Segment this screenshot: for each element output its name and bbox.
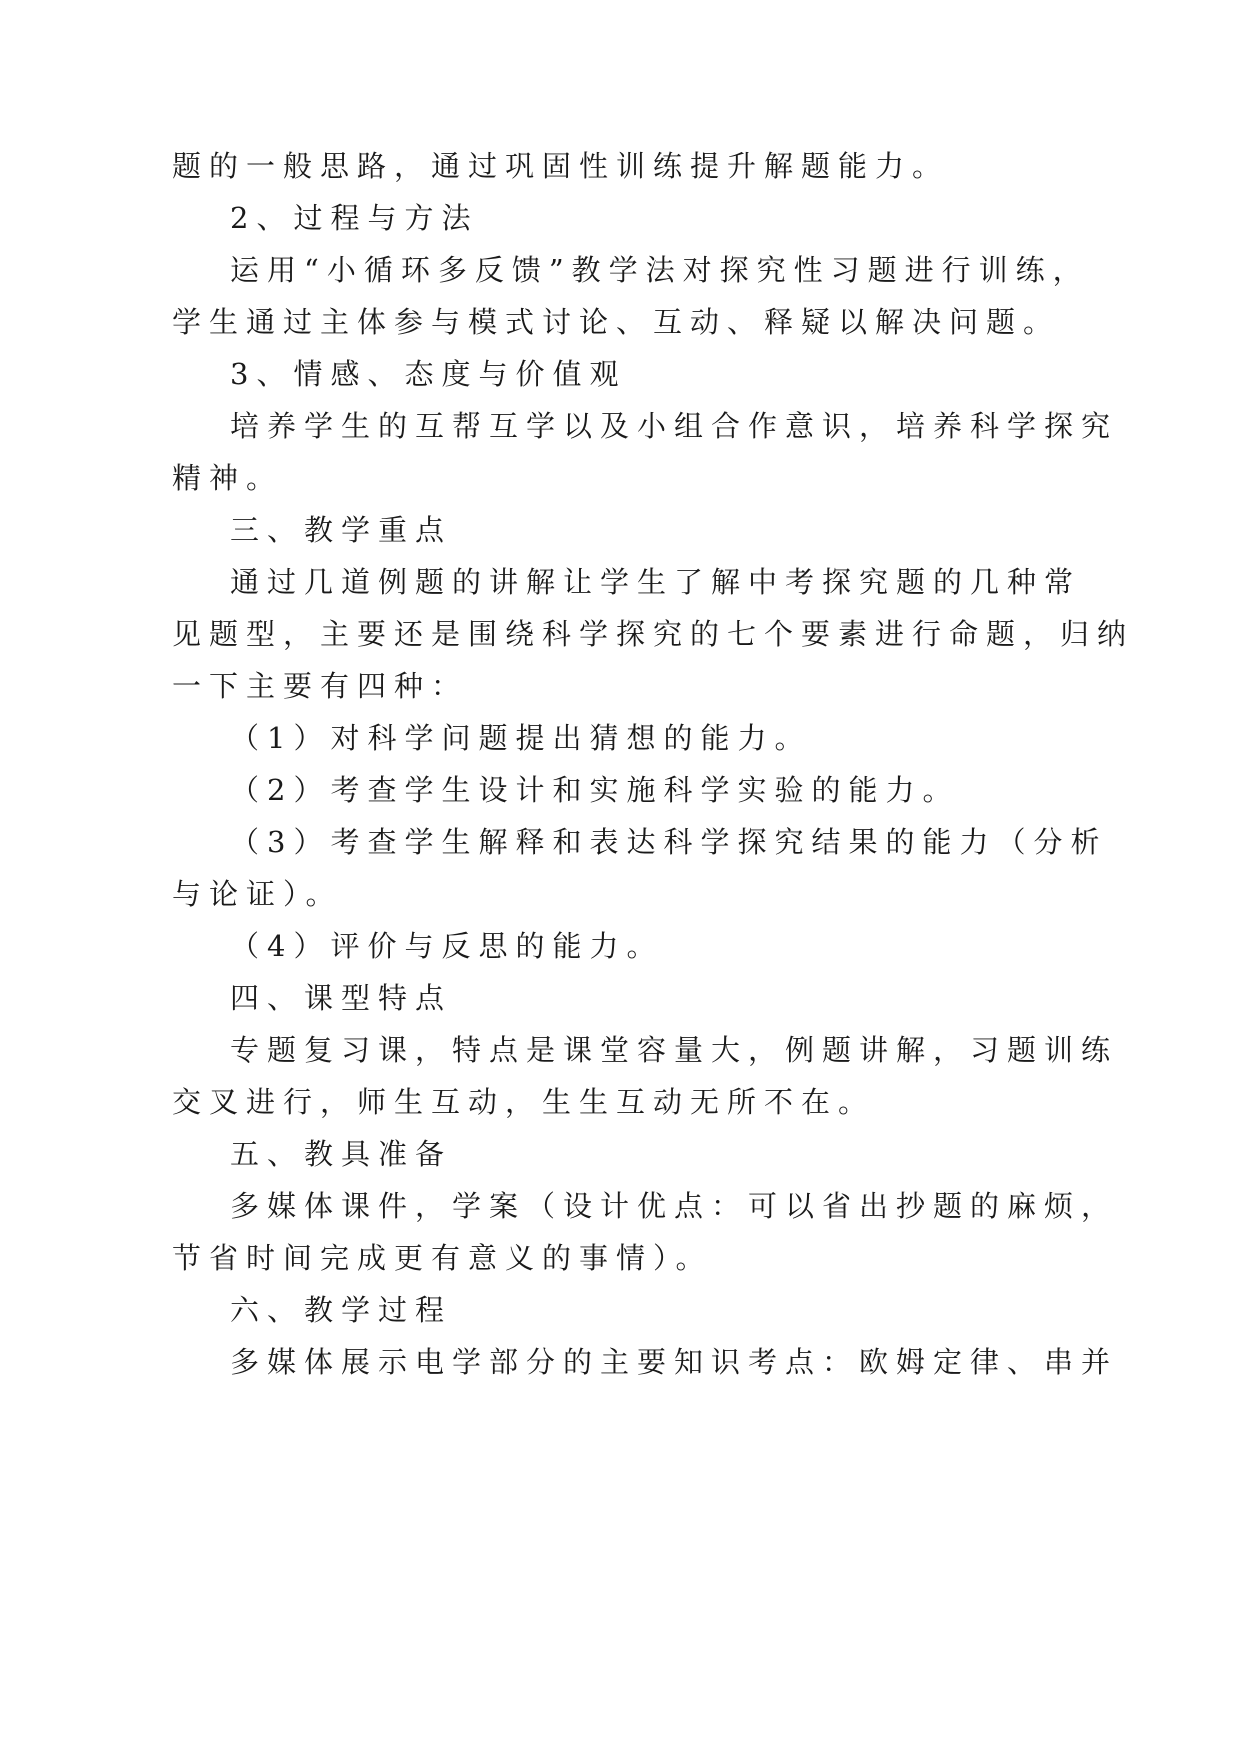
text-line: 多媒体展示电学部分的主要知识考点：欧姆定律、串并 [230,1345,1119,1379]
list-item: （3）考查学生解释和表达科学探究结果的能力（分析 [230,825,1108,859]
text-line: 与论证）。 [172,877,343,911]
text-line: 见题型，主要还是围绕科学探究的七个要素进行命题，归纳 [172,617,1135,651]
text-line: 多媒体课件，学案（设计优点：可以省出抄题的麻烦， [230,1189,1119,1223]
text-line: 学生通过主体参与模式讨论、互动、释疑以解决问题。 [172,305,1061,339]
list-item: （2）考查学生设计和实施科学实验的能力。 [230,773,960,807]
list-item: （1）对科学问题提出猜想的能力。 [230,721,812,755]
section-heading: 三、教学重点 [230,513,453,547]
section-heading: 2、过程与方法 [230,201,479,235]
text-line: 交叉进行，师生互动，生生互动无所不在。 [172,1085,876,1119]
section-heading: 五、教具准备 [230,1137,453,1171]
text-line: 题的一般思路，通过巩固性训练提升解题能力。 [172,149,950,183]
text-line: 一下主要有四种： [172,669,469,703]
section-heading: 3、情感、态度与价值观 [230,357,627,391]
text-line: 运用“小循环多反馈”教学法对探究性习题进行训练， [230,253,1090,287]
text-line: 培养学生的互帮互学以及小组合作意识，培养科学探究 [230,409,1119,443]
section-heading: 四、课型特点 [230,981,453,1015]
text-line: 通过几道例题的讲解让学生了解中考探究题的几种常 [230,565,1082,599]
text-line: 节省时间完成更有意义的事情）。 [172,1241,713,1275]
list-item: （4）评价与反思的能力。 [230,929,664,963]
text-line: 专题复习课，特点是课堂容量大，例题讲解，习题训练 [230,1033,1119,1067]
text-line: 精神。 [172,461,284,495]
section-heading: 六、教学过程 [230,1293,453,1327]
